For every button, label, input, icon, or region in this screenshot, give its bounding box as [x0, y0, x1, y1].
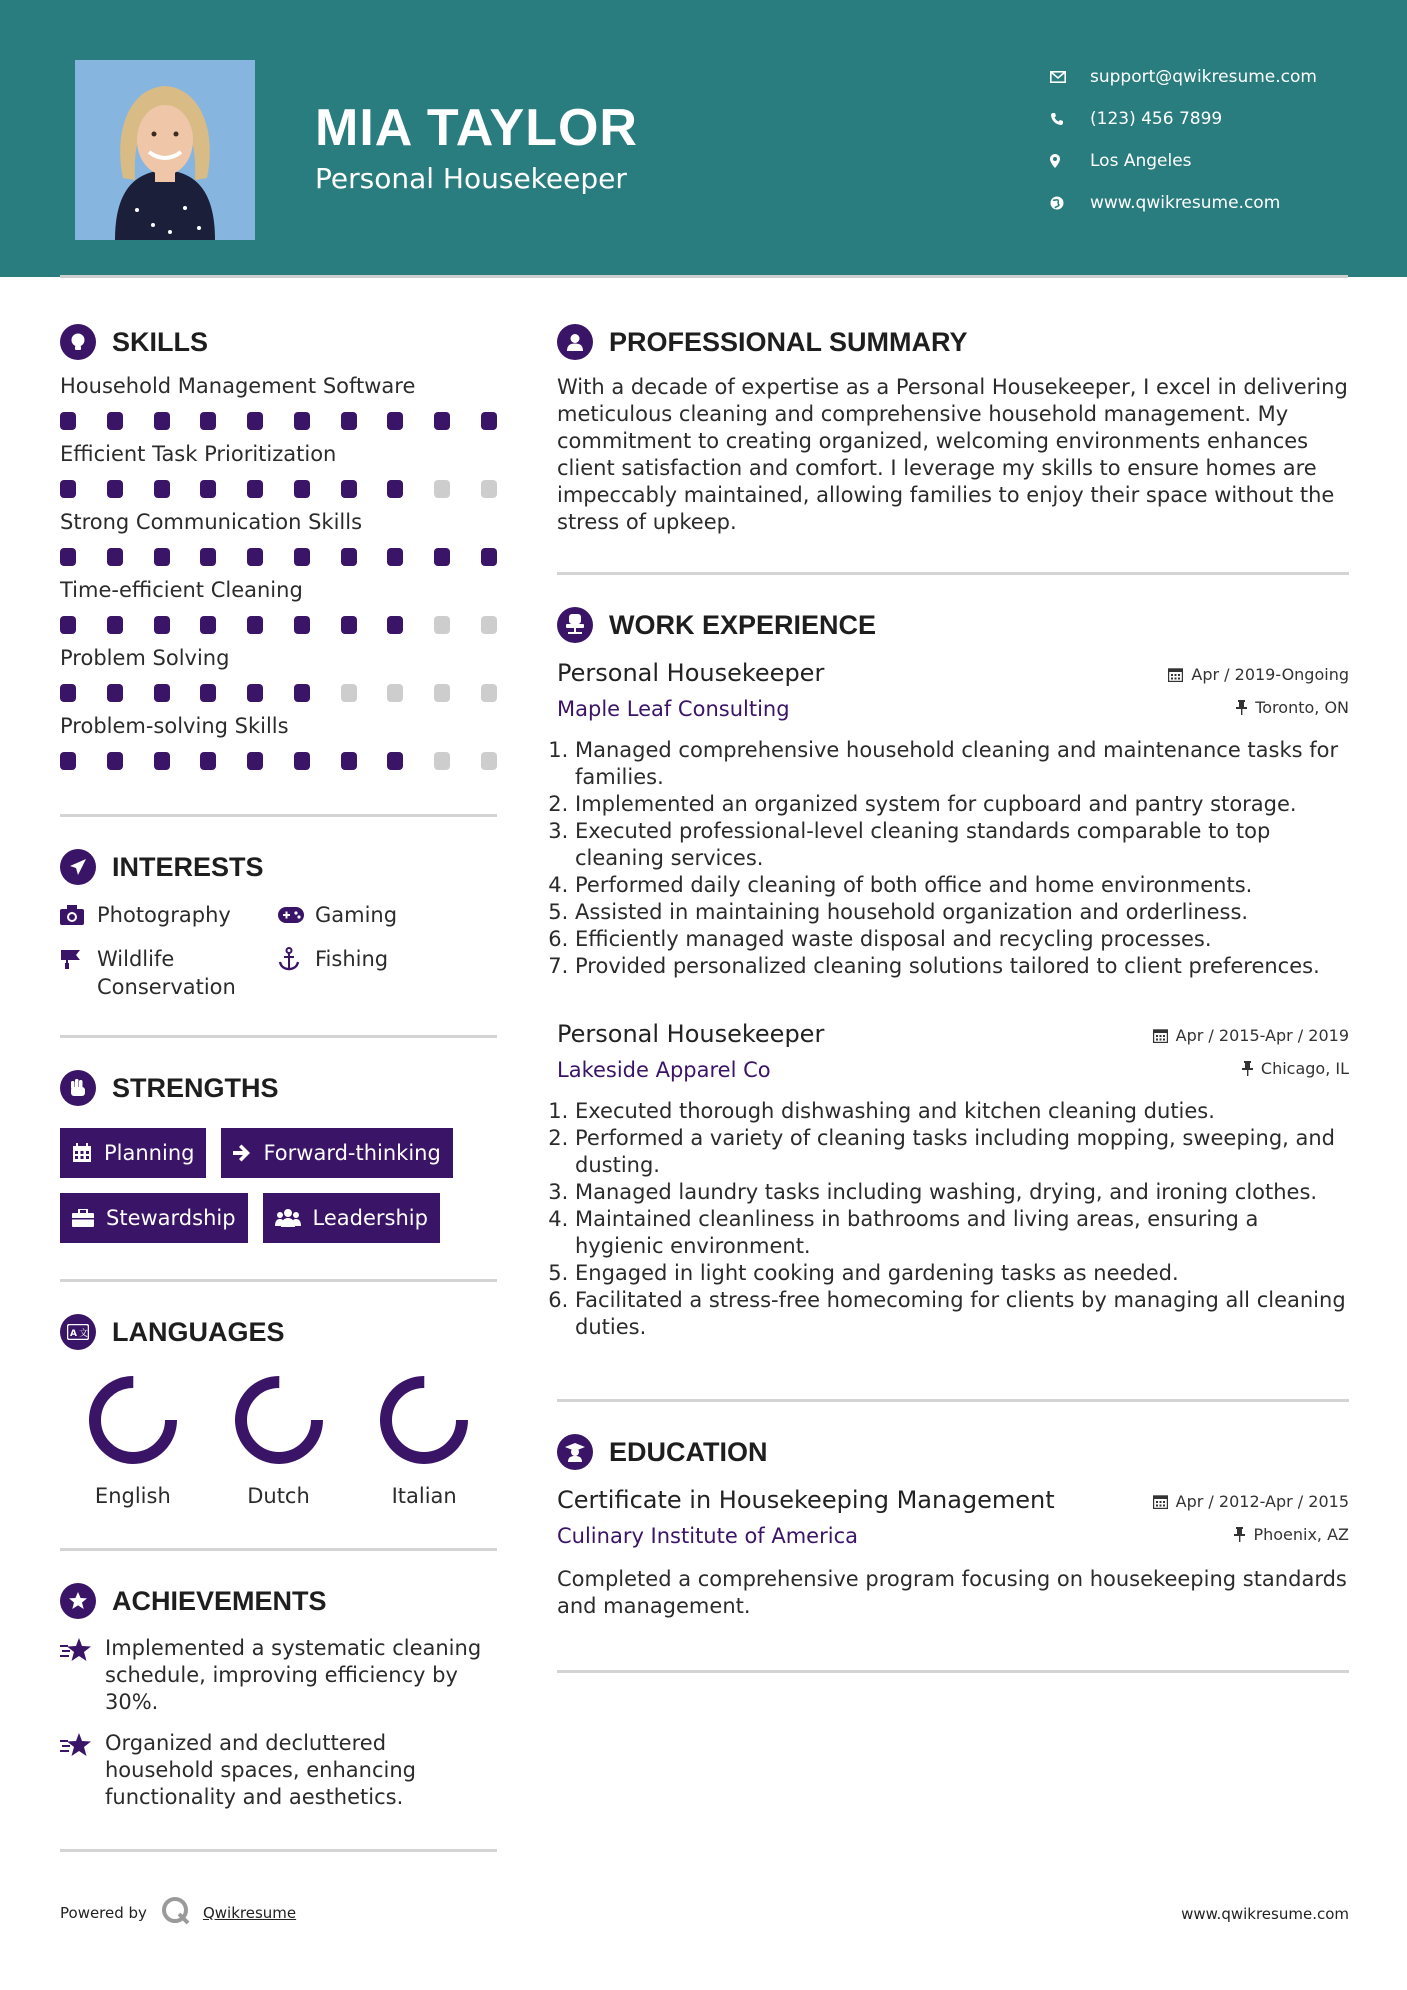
rating-dot — [481, 548, 497, 566]
languages-list — [60, 1374, 497, 1508]
rating-dot — [154, 412, 170, 430]
rating-dot — [481, 412, 497, 430]
svg-text:A: A — [70, 1329, 77, 1339]
job-dates-text: Apr / 2015-Apr / 2019 — [1175, 1025, 1349, 1045]
task-item: 5. Assisted in maintaining household organization and orderliness. — [575, 899, 1349, 926]
flag-icon — [60, 945, 97, 973]
language-item — [60, 1374, 206, 1508]
job-location — [1153, 1057, 1349, 1079]
header-divider — [60, 275, 1348, 278]
footer-powered-by — [60, 1896, 296, 1930]
rating-dot — [60, 616, 76, 634]
rating-dot — [154, 548, 170, 566]
powered-by-label: Powered by — [60, 1904, 147, 1922]
interests-title: INTERESTS — [112, 851, 264, 882]
rating-dot — [434, 752, 450, 770]
rating-dot — [200, 480, 216, 498]
interest-item — [278, 901, 497, 929]
interest-item — [278, 945, 497, 1001]
rating-dot — [154, 480, 170, 498]
rating-dot — [341, 412, 357, 430]
rating-dot — [481, 480, 497, 498]
job-company: Maple Leaf Consulting — [557, 697, 790, 721]
education-location — [1153, 1523, 1349, 1545]
job-company: Lakeside Apparel Co — [557, 1058, 771, 1082]
strength-label: Stewardship — [106, 1206, 236, 1230]
section-divider — [557, 572, 1349, 575]
job-entry — [557, 1020, 1349, 1341]
task-item: 6. Facilitated a stress-free homecoming for clients by managing all cleaning duties. — [575, 1287, 1349, 1341]
skill-name: Problem-solving Skills — [60, 714, 289, 738]
strength-label: Leadership — [312, 1206, 428, 1230]
strength-chip — [60, 1128, 206, 1178]
star-icon — [60, 1635, 105, 1667]
fist-icon — [60, 1070, 96, 1106]
task-item: 2. Performed a variety of cleaning tasks including mopping, sweeping, and dusting. — [575, 1125, 1349, 1179]
task-item: 4. Maintained cleanliness in bathrooms and living areas, ensuring a hygienic environment. — [575, 1206, 1349, 1260]
language-icon — [60, 1314, 96, 1350]
pushpin-icon — [1236, 700, 1247, 715]
achievement-item — [60, 1635, 497, 1716]
job-entry — [557, 659, 1349, 980]
section-divider — [60, 1035, 497, 1038]
rating-dot — [387, 752, 403, 770]
rating-dot — [60, 412, 76, 430]
skill-rating — [60, 616, 497, 634]
task-item: 3. Managed laundry tasks including washing, drying, and ironing clothes. — [575, 1179, 1349, 1206]
language-label: Dutch — [247, 1484, 310, 1508]
achievement-text: Organized and decluttered household spaces, enhancing functionality and aesthetics. — [105, 1731, 416, 1809]
task-item: 3. Executed professional-level cleaning standards comparable to top cleaning services. — [575, 818, 1349, 872]
language-level-ring — [87, 1374, 179, 1466]
job-location-text: Toronto, ON — [1255, 697, 1349, 717]
strengths-section — [60, 1068, 497, 1282]
contact-email-text: support@qwikresume.com — [1090, 67, 1317, 87]
skill-rating — [60, 480, 497, 498]
education-section — [557, 1432, 1349, 1673]
job-location-text: Chicago, IL — [1260, 1058, 1349, 1078]
camera-icon — [60, 901, 97, 929]
section-divider — [60, 1279, 497, 1282]
lightbulb-icon — [60, 324, 96, 360]
rating-dot — [200, 548, 216, 566]
candidate-role: Personal Housekeeper — [315, 162, 627, 195]
education-meta — [1153, 1490, 1349, 1556]
rating-dot — [434, 684, 450, 702]
candidate-name: MIA TAYLOR — [315, 99, 638, 157]
left-column — [60, 322, 497, 1852]
interests-list — [60, 901, 497, 1001]
rating-dot — [200, 616, 216, 634]
interest-label: Fishing — [315, 947, 389, 971]
interest-item — [60, 945, 278, 1001]
rating-dot — [294, 480, 310, 498]
achievement-text: Implemented a systematic cleaning schedule, improving efficiency by 30%. — [105, 1636, 482, 1714]
education-dates-text: Apr / 2012-Apr / 2015 — [1175, 1491, 1349, 1511]
job-dates — [1168, 663, 1349, 685]
task-item: 1. Managed comprehensive household cleaning and maintenance tasks for families. — [575, 737, 1349, 791]
arrow-right-icon — [233, 1144, 251, 1162]
rating-dot — [387, 480, 403, 498]
strength-label: Forward-thinking — [263, 1141, 441, 1165]
brand-link[interactable]: Qwikresume — [202, 1904, 297, 1922]
summary-title: PROFESSIONAL SUMMARY — [609, 326, 968, 357]
rating-dot — [341, 616, 357, 634]
degree-title: Certificate in Housekeeping Management — [557, 1486, 1055, 1514]
interest-label: Wildlife Conservation — [97, 947, 236, 999]
calendar-icon — [72, 1143, 92, 1163]
job-dates — [1153, 1024, 1349, 1046]
phone-icon — [1050, 112, 1090, 126]
rating-dot — [107, 548, 123, 566]
rating-dot — [481, 616, 497, 634]
section-divider — [60, 814, 497, 817]
section-divider — [557, 1670, 1349, 1673]
envelope-icon — [1050, 71, 1090, 83]
star-badge-icon — [60, 1583, 96, 1619]
contact-location-text: Los Angeles — [1090, 151, 1192, 171]
summary-section — [557, 322, 1349, 575]
calendar-icon — [1153, 1494, 1168, 1509]
education-entry — [557, 1486, 1349, 1620]
rating-dot — [434, 548, 450, 566]
skill-rating — [60, 548, 497, 566]
achievements-section — [60, 1581, 497, 1852]
star-icon — [60, 1730, 105, 1762]
pushpin-icon — [1234, 1527, 1245, 1542]
rating-dot — [154, 684, 170, 702]
languages-section — [60, 1312, 497, 1551]
section-divider — [60, 1548, 497, 1551]
rating-dot — [387, 616, 403, 634]
interests-section — [60, 847, 497, 1038]
rating-dot — [341, 684, 357, 702]
rating-dot — [247, 752, 263, 770]
rating-dot — [154, 752, 170, 770]
rating-dot — [107, 480, 123, 498]
school-name: Culinary Institute of America — [557, 1524, 858, 1548]
task-item: 5. Engaged in light cooking and gardening tasks as needed. — [575, 1260, 1349, 1287]
contact-website-text: www.qwikresume.com — [1090, 193, 1281, 213]
rating-dot — [107, 684, 123, 702]
briefcase-icon — [72, 1209, 94, 1227]
rating-dot — [200, 752, 216, 770]
user-icon — [557, 324, 593, 360]
job-location — [1168, 696, 1349, 718]
summary-text: With a decade of expertise as a Personal Housekeeper, I excel in delivering meticulous cleaning and comprehensive household management. My commitment to creating organized, welcoming environments enhances client satisfaction and comfort. I leverage my skills to ensure homes are impeccably maintained, allowing families to enjoy their space without the stress of upkeep. — [557, 375, 1348, 534]
job-title: Personal Housekeeper — [557, 1020, 825, 1048]
job-meta — [1153, 1024, 1349, 1090]
language-level-arc — [241, 1382, 317, 1458]
rating-dot — [434, 616, 450, 634]
rating-dot — [107, 616, 123, 634]
calendar-icon — [1153, 1028, 1168, 1043]
education-description: Completed a comprehensive program focusing on housekeeping standards and management. — [557, 1567, 1347, 1618]
rating-dot — [294, 548, 310, 566]
interest-item — [60, 901, 278, 929]
rating-dot — [294, 752, 310, 770]
language-label: English — [94, 1484, 171, 1508]
experience-title: WORK EXPERIENCE — [609, 609, 877, 640]
language-level-ring — [378, 1374, 470, 1466]
achievement-item — [60, 1730, 497, 1811]
language-level-arc — [386, 1382, 462, 1458]
rating-dot — [341, 548, 357, 566]
strengths-title: STRENGTHS — [112, 1072, 279, 1103]
task-item: 6. Efficiently managed waste disposal and recycling processes. — [575, 926, 1349, 953]
rating-dot — [387, 548, 403, 566]
rating-dot — [107, 752, 123, 770]
education-title: EDUCATION — [609, 1436, 768, 1467]
profile-photo — [75, 60, 255, 240]
task-item: 4. Performed daily cleaning of both office and home environments. — [575, 872, 1349, 899]
skill-rating — [60, 684, 497, 702]
rating-dot — [387, 412, 403, 430]
contact-email[interactable] — [1050, 56, 1317, 98]
job-meta — [1168, 663, 1349, 729]
rating-dot — [60, 480, 76, 498]
rating-dot — [200, 684, 216, 702]
skills-section — [60, 322, 497, 817]
skills-list — [60, 374, 497, 770]
job-task-list — [557, 1098, 1349, 1341]
rating-dot — [60, 548, 76, 566]
language-level-arc — [95, 1382, 171, 1458]
language-level-ring — [233, 1374, 325, 1466]
graduate-icon — [557, 1434, 593, 1470]
interest-label: Photography — [97, 903, 231, 927]
task-item: 7. Provided personalized cleaning solutions tailored to client preferences. — [575, 953, 1349, 980]
task-item: 2. Implemented an organized system for cupboard and pantry storage. — [575, 791, 1349, 818]
calendar-icon — [1168, 667, 1183, 682]
skill-name: Time-efficient Cleaning — [60, 578, 303, 602]
rating-dot — [481, 752, 497, 770]
language-item — [351, 1374, 497, 1508]
skill-rating — [60, 412, 497, 430]
contact-phone[interactable] — [1050, 98, 1317, 140]
rating-dot — [294, 616, 310, 634]
contact-phone-text: (123) 456 7899 — [1090, 109, 1223, 129]
users-icon — [275, 1208, 301, 1228]
pushpin-icon — [1242, 1061, 1253, 1076]
rating-dot — [60, 684, 76, 702]
contact-list — [1050, 56, 1317, 224]
rating-dot — [247, 684, 263, 702]
globe-icon — [1050, 196, 1090, 210]
achievements-title: ACHIEVEMENTS — [112, 1585, 327, 1616]
gamepad-icon — [278, 901, 315, 929]
education-location-text: Phoenix, AZ — [1253, 1524, 1349, 1544]
resume-header — [0, 0, 1407, 277]
rating-dot — [341, 480, 357, 498]
strengths-list — [60, 1128, 497, 1243]
skill-name: Efficient Task Prioritization — [60, 442, 337, 466]
rating-dot — [60, 752, 76, 770]
skill-rating — [60, 752, 497, 770]
skill-name: Strong Communication Skills — [60, 510, 363, 534]
right-column — [557, 322, 1349, 1673]
rating-dot — [247, 548, 263, 566]
section-divider — [60, 1849, 497, 1852]
rating-dot — [107, 412, 123, 430]
language-item — [206, 1374, 352, 1508]
strength-chip — [221, 1128, 452, 1178]
strength-chip — [263, 1193, 440, 1243]
rating-dot — [434, 412, 450, 430]
contact-website[interactable] — [1050, 182, 1317, 224]
rating-dot — [434, 480, 450, 498]
footer-url[interactable]: www.qwikresume.com — [1181, 1905, 1349, 1923]
rating-dot — [387, 684, 403, 702]
paper-plane-icon — [60, 849, 96, 885]
interest-label: Gaming — [315, 903, 398, 927]
task-item: 1. Executed thorough dishwashing and kitchen cleaning duties. — [575, 1098, 1349, 1125]
rating-dot — [294, 412, 310, 430]
anchor-icon — [278, 945, 315, 973]
strength-chip — [60, 1193, 248, 1243]
qwikresume-logo-icon — [161, 1896, 191, 1930]
svg-text:文: 文 — [79, 1329, 89, 1339]
rating-dot — [200, 412, 216, 430]
section-divider — [557, 1399, 1349, 1402]
office-chair-icon — [557, 607, 593, 643]
language-label: Italian — [391, 1484, 457, 1508]
rating-dot — [247, 480, 263, 498]
rating-dot — [247, 412, 263, 430]
skills-title: SKILLS — [112, 326, 209, 357]
job-dates-text: Apr / 2019-Ongoing — [1191, 664, 1349, 684]
job-title: Personal Housekeeper — [557, 659, 825, 687]
strength-label: Planning — [104, 1141, 195, 1165]
skill-name: Problem Solving — [60, 646, 230, 670]
contact-location — [1050, 140, 1317, 182]
rating-dot — [341, 752, 357, 770]
skill-name: Household Management Software — [60, 374, 416, 398]
languages-title: LANGUAGES — [112, 1316, 285, 1347]
rating-dot — [294, 684, 310, 702]
rating-dot — [247, 616, 263, 634]
job-task-list — [557, 737, 1349, 980]
map-marker-icon — [1050, 154, 1090, 168]
rating-dot — [154, 616, 170, 634]
experience-section — [557, 605, 1349, 1402]
education-dates — [1153, 1490, 1349, 1512]
rating-dot — [481, 684, 497, 702]
